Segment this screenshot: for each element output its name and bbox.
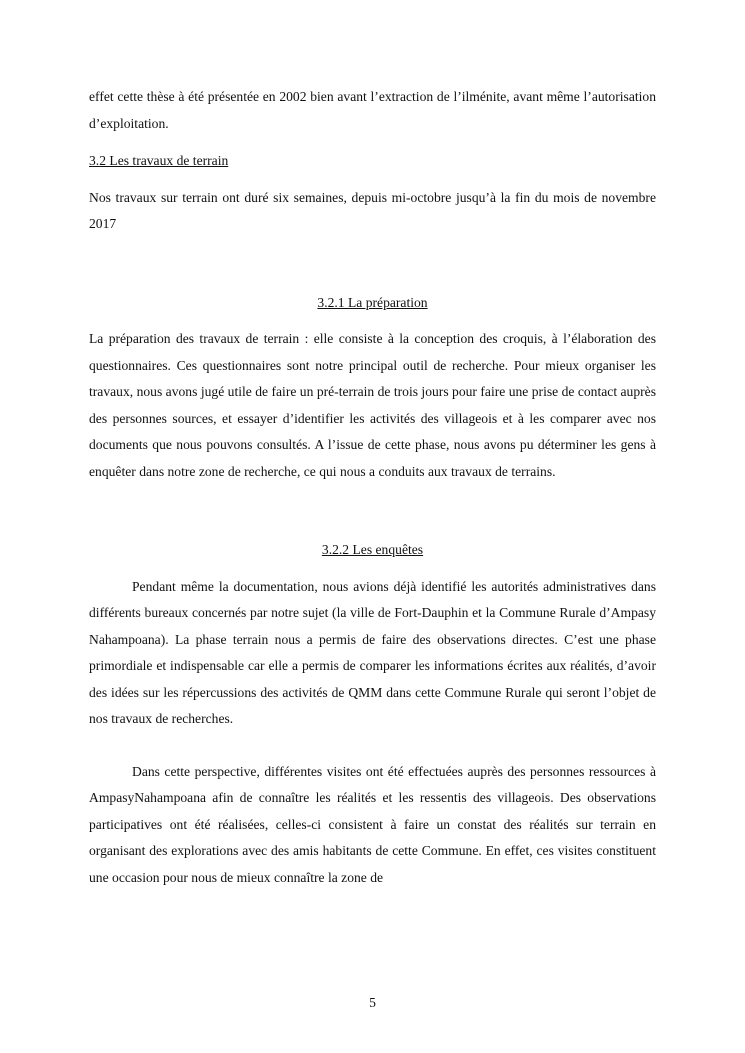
- paragraph-3-2-2-b: Dans cette perspective, différentes visites ont été effectuées auprès des personnes ressources à AmpasyNahampoana afin de connaître les réalités et les ressentis des villageois. Des observations participatives ont été réalisées, celles-ci consistent à faire un constat des réalités sur terrain en organisant des explorations avec des amis habitants de cette Commune. En effet, ces visites constituent une occasion pour nous de mieux connaître la zone de: [89, 763, 656, 885]
- section-title-3-2: 3.2 Les travaux de terrain: [89, 153, 229, 168]
- page-number: 5: [369, 995, 376, 1010]
- section-heading-3-2: [89, 148, 656, 175]
- section-heading-3-2-2: [89, 537, 656, 564]
- document-page: [89, 84, 656, 891]
- paragraph-3-2-1: La préparation des travaux de terrain : elle consiste à la conception des croquis, à l’élaboration des questionnaires. Ces questionnaires sont notre principal outil de recherche. Pour mieux organiser les travaux, nous avons jugé utile de faire un pré-terrain de trois jours pour faire une prise de contact auprès des personnes sources, et essayer d’identifier les activités des villageois et à les comparer avec nos documents que nous pouvons consultés. A l’issue de cette phase, nous avons pu déterminer les gens à enquêter dans notre zone de recherche, ce qui nous a conduits aux travaux de terrains.: [89, 331, 656, 479]
- section-title-3-2-1: 3.2.1 La préparation: [317, 294, 428, 310]
- paragraph-3-2-2-a: Pendant même la documentation, nous avions déjà identifié les autorités administratives dans différents bureaux concernés par notre sujet (la ville de Fort-Dauphin et la Commune Rurale d’Ampasy Nahampoana). La phase terrain nous a permis de faire des observations directes. C’est une phase primordiale et indispensable car elle a permis de comparer les informations écrites aux réalités, d’avoir des idées sur les répercussions des activités de QMM dans cette Commune Rurale qui seront l’objet de nos travaux de recherches.: [89, 578, 656, 726]
- section-heading-3-2-1: [89, 290, 656, 317]
- section-title-3-2-2: 3.2.2 Les enquêtes: [321, 542, 424, 557]
- paragraph-intro: effet cette thèse à été présentée en 2002 bien avant l’extraction de l’ilménite, avant même l’autorisation d’exploitation.: [89, 89, 656, 131]
- paragraph-3-2: Nos travaux sur terrain ont duré six semaines, depuis mi-octobre jusqu’à la fin du mois de novembre 2017: [89, 189, 656, 231]
